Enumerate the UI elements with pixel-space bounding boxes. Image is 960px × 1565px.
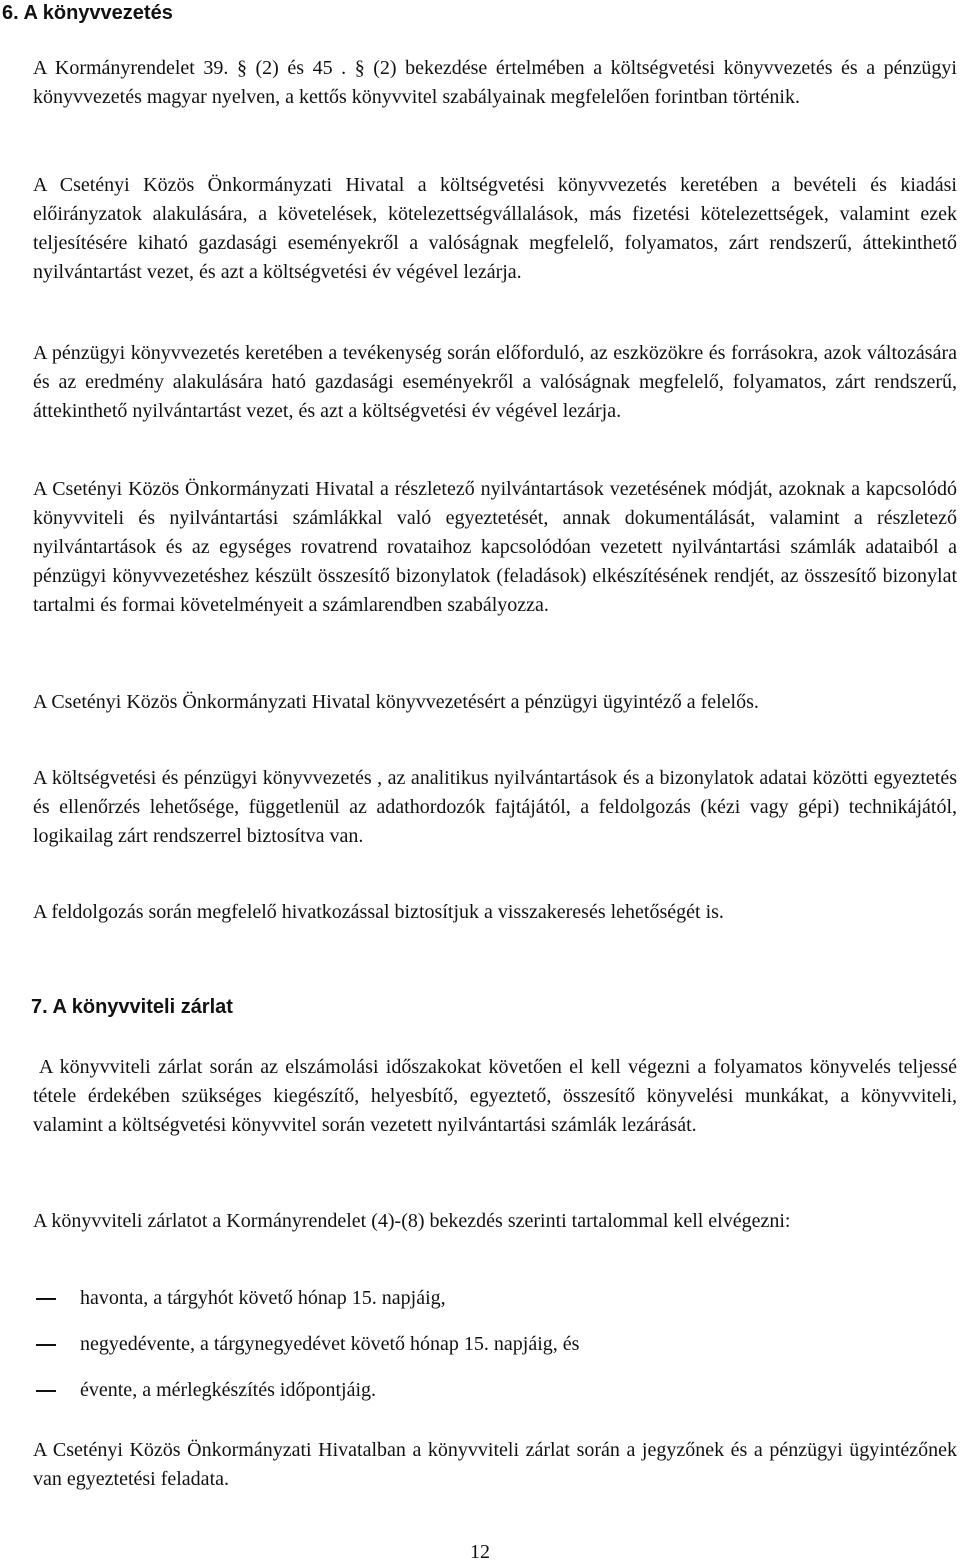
section-6-paragraph-4: A Csetényi Közös Önkormányzati Hivatal a részletező nyilvántartások vezetésének módját, azoknak a kapcsolódó könyvviteli és nyilvántartási számlákkal való egyeztetését, annak dokumentálását, valamint a részletező nyilvántartások és az egységes rovatrend rovataihoz kapcsolódóan vezetett nyilvántartási számlák adataiból a pénzügyi könyvvezetéshez készült összesítő bizonylatok (feladások) elkészítésének rendjét, az összesítő bizonylat tartalmi és formai követelményeit a számlarendben szabályozza. [33,478,957,616]
list-item-text: negyedévente, a tárgynegyedévet követő hónap 15. napjáig, és [80,1333,580,1355]
section-7-paragraph-1: A könyvviteli zárlat során az elszámolási időszakokat követően el kell végezni a folyamatos könyvelés teljessé tétele érdekében szükséges kiegészítő, helyesbítő, egyeztető, összesítő könyvelési munkákat, a könyvviteli, valamint a költségvetési könyvvitel során vezetett nyilvántartási számlák lezárását. [33,1056,957,1136]
section-7-paragraph-2: A könyvviteli zárlatot a Kormányrendelet (4)-(8) bekezdés szerinti tartalommal kell elvégezni: [33,1210,791,1232]
section-6-paragraph-6: A költségvetési és pénzügyi könyvvezetés , az analitikus nyilvántartások és a bizonylatok adatai közötti egyeztetés és ellenőrzés lehetősége, függetlenül az adathordozók fajtájától, a feldolgozás (kézi vagy gépi) technikájától, logikailag zárt rendszerrel biztosítva van. [33,767,957,847]
dash-bullet-icon [36,1390,56,1392]
section-7-closing-paragraph: A Csetényi Közös Önkormányzati Hivatalban a könyvviteli zárlat során a jegyzőnek és a pénzügyi ügyintézőnek van egyeztetési feladata. [33,1439,957,1490]
section-6-paragraph-1: A Kormányrendelet 39. § (2) és 45 . § (2) bekezdése értelmében a költségvetési könyvvezetés és a pénzügyi könyvvezetés magyar nyelven, a kettős könyvvitel szabályainak megfelelően forintban történik. [33,57,957,108]
list-item-text: havonta, a tárgyhót követő hónap 15. napjáig, [80,1287,446,1309]
section-6-paragraph-3: A pénzügyi könyvvezetés keretében a tevékenység során előforduló, az eszközökre és forrásokra, azok változására és az eredmény alakulására ható gazdasági eseményekről a valóságnak megfelelő, folyamatos, zárt rendszerű, áttekinthető nyilvántartást vezet, és azt a költségvetési év végével lezárja. [33,342,957,422]
section-7-heading: 7. A könyvviteli zárlat [31,996,233,1018]
dash-bullet-icon [36,1344,56,1346]
list-item-text: évente, a mérlegkészítés időpontjáig. [80,1379,377,1401]
dash-bullet-icon [36,1298,56,1300]
section-6-paragraph-7: A feldolgozás során megfelelő hivatkozással biztosítjuk a visszakeresés lehetőségét is. [33,901,724,923]
list-item [33,1330,957,1376]
section-6-paragraph-5: A Csetényi Közös Önkormányzati Hivatal könyvvezetésért a pénzügyi ügyintéző a felelős. [33,691,759,713]
closing-schedule-list [33,1284,957,1422]
section-6-paragraph-2: A Csetényi Közös Önkormányzati Hivatal a költségvetési könyvvezetés keretében a bevételi és kiadási előirányzatok alakulására, a követelések, kötelezettségvállalások, más fizetési kötelezettségek, valamint ezek teljesítésére kiható gazdasági eseményekről a valóságnak megfelelő, folyamatos, zárt rendszerű, áttekinthető nyilvántartást vezet, és azt a költségvetési év végével lezárja. [33,174,957,283]
list-item [33,1376,957,1422]
page-number: 12 [470,1541,490,1563]
list-item [33,1284,957,1330]
section-6-heading: 6. A könyvvezetés [2,2,173,24]
